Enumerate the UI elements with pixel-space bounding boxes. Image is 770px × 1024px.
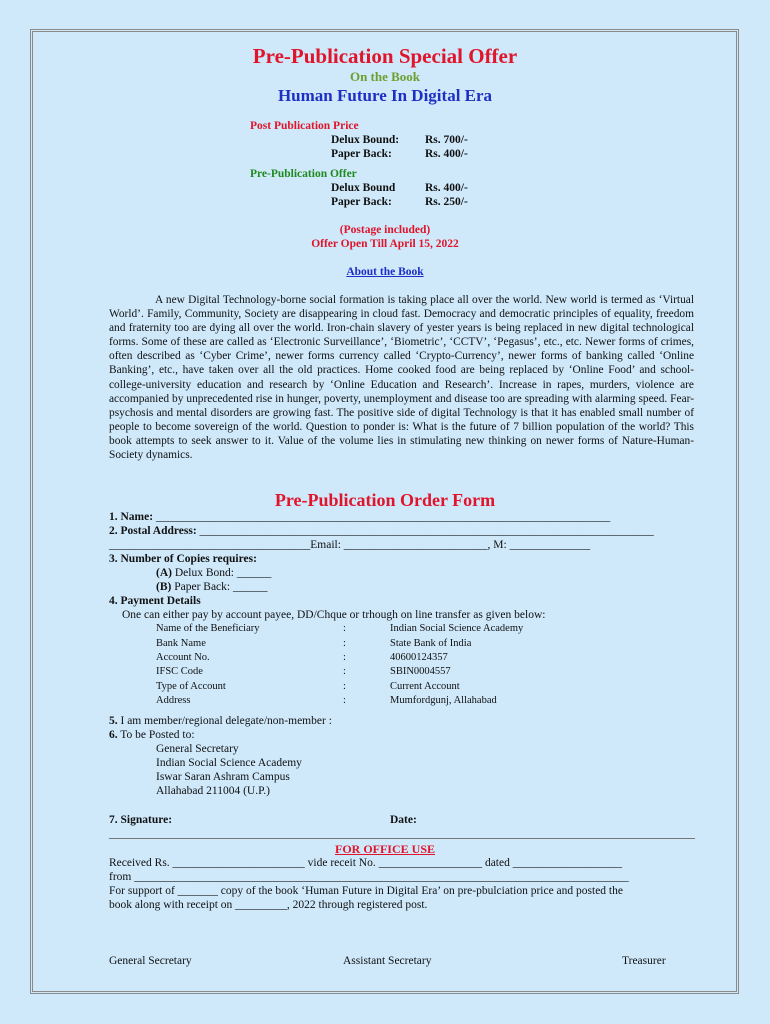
posted-address-line: Indian Social Science Academy: [156, 757, 302, 769]
payment-value: SBIN0004557: [390, 666, 451, 677]
offer-subtitle: On the Book: [349, 69, 421, 84]
support-line: For support of _______ copy of the book ‘Human Future in Digital Era’ on pre-pbulciation price and posted the: [109, 885, 623, 897]
payment-value: Current Account: [390, 681, 460, 692]
book-title: Human Future In Digital Era: [277, 86, 493, 105]
from-line[interactable]: from ______________________________________________________________________________________: [109, 871, 629, 883]
name-label: 1. Name:: [109, 511, 154, 523]
posted-text: To be Posted to:: [120, 729, 195, 741]
copies-a-label: (A): [156, 567, 172, 579]
membership-text: I am member/regional delegate/non-member :: [120, 715, 332, 727]
address-line[interactable]: _______________________________________________________________________________: [199, 525, 654, 537]
post-price-row-delux: [331, 134, 531, 146]
payment-sep: :: [343, 638, 346, 649]
posted-address-line: Allahabad 211004 (U.P.): [156, 785, 270, 797]
price-value: Rs. 400/-: [425, 182, 468, 194]
name-field[interactable]: [109, 511, 610, 523]
price-key: Paper Back:: [331, 148, 392, 160]
payment-value: State Bank of India: [390, 638, 472, 649]
signatory-general-secretary: General Secretary: [109, 955, 192, 967]
email-line[interactable]: _________________________: [343, 539, 488, 551]
payment-sep: :: [343, 695, 346, 706]
payment-key: Name of the Beneficiary: [156, 623, 260, 634]
postage-note: (Postage included): [339, 224, 431, 236]
price-key: Paper Back:: [331, 196, 392, 208]
posted-address-line: Iswar Saran Ashram Campus: [156, 771, 290, 783]
price-value: Rs. 400/-: [425, 148, 468, 160]
postal-address-field[interactable]: [109, 525, 654, 537]
payment-key: IFSC Code: [156, 666, 203, 677]
about-heading[interactable]: About the Book: [346, 266, 424, 278]
price-value: Rs. 250/-: [425, 196, 468, 208]
mobile-line[interactable]: ______________: [509, 539, 591, 551]
copies-b-text[interactable]: Paper Back: ______: [174, 581, 268, 593]
order-form-title: Pre-Publication Order Form: [274, 490, 496, 510]
office-divider: [109, 838, 695, 839]
address-label: 2. Postal Address:: [109, 525, 197, 537]
price-value: Rs. 700/-: [425, 134, 468, 146]
copies-paperback[interactable]: [156, 581, 267, 593]
pre-offer-row-delux: [331, 182, 531, 194]
membership-field[interactable]: [109, 715, 332, 727]
copies-b-label: (B): [156, 581, 172, 593]
email-mobile-row[interactable]: [109, 539, 590, 551]
pre-offer-label: Pre-Publication Offer: [250, 168, 357, 180]
copies-delux[interactable]: [156, 567, 271, 579]
payment-key: Address: [156, 695, 191, 706]
membership-num: 5.: [109, 715, 118, 727]
signature-label[interactable]: 7. Signature:: [109, 814, 173, 826]
posted-num: 6.: [109, 729, 118, 741]
payment-key: Bank Name: [156, 638, 206, 649]
payment-sep: :: [343, 623, 346, 634]
signatory-treasurer: Treasurer: [622, 955, 666, 967]
payment-sep: :: [343, 681, 346, 692]
payment-sep: :: [343, 652, 346, 663]
about-paragraph: A new Digital Technology-borne social formation is taking place all over the world. New world is termed as ‘Virtual World’. Family, Community, Society are disappearing in cloud fast. Democracy and democratic principles of equality, freedom and fraternity too are dying all over the world. Iron-chain slavery of yester years is being replaced in new digital technological forms. Some of these are called as ‘Electronic Surveillance’, ‘Biometric’, ‘CCTV’, ‘Pegasus’, etc., etc. Newer forms of crimes, often described as ‘Cyber Crime’, newer forms currency called ‘Crypto-Currency’, newer forms of banking called ‘Online Banking’, etc., have taken over all the old practices. Home cooked food are being replaced by ‘Online Food’ and school-college-university education and research by ‘Online Education and Research’. Increase in rapes, murders, violence are accompanied by unprecedented rise in hunger, poverty, unemployment and disease too are spreading with alarming speed. Fear- psychosis and mental disorders are growing fast. The positive side of digital Technology is that it has enabled small number of people to become sovereign of the world. Question to ponder is: What is the future of 7 billion population of the world? This book attempts to seek answer to it. Value of the volume lies in stimulating new thinking on newer forms of Nature-Human-Society dynamics.: [109, 294, 694, 462]
copies-label: 3. Number of Copies requires:: [109, 553, 257, 565]
date-label[interactable]: Date:: [390, 814, 417, 826]
price-key: Delux Bound:: [331, 134, 400, 146]
posted-to-label: [109, 729, 195, 741]
offer-deadline: Offer Open Till April 15, 2022: [311, 238, 459, 250]
payment-intro: One can either pay by account payee, DD/Chque or trhough on line transfer as given below:: [122, 609, 546, 621]
payment-value: Indian Social Science Academy: [390, 623, 524, 634]
price-key: Delux Bound: [331, 182, 396, 194]
post-price-row-paperback: [331, 148, 531, 160]
address-line-2[interactable]: ___________________________________: [109, 539, 311, 551]
name-line[interactable]: _______________________________________________________________________________: [155, 511, 611, 523]
email-label: Email:: [310, 539, 341, 551]
post-price-label: Post Publication Price: [250, 120, 359, 132]
payment-value: 40600124357: [390, 652, 448, 663]
payment-key: Type of Account: [156, 681, 226, 692]
pre-offer-row-paperback: [331, 196, 531, 208]
payment-value: Mumfordgunj, Allahabad: [390, 695, 497, 706]
copies-a-text[interactable]: Delux Bond: ______: [174, 567, 272, 579]
mobile-label: , M:: [487, 539, 507, 551]
received-line[interactable]: Received Rs. _______________________ vide receit No. __________________ dated ___________________: [109, 857, 622, 869]
payment-label: 4. Payment Details: [109, 595, 201, 607]
payment-key: Account No.: [156, 652, 210, 663]
posted-address-line: General Secretary: [156, 743, 239, 755]
payment-sep: :: [343, 666, 346, 677]
office-use-title: FOR OFFICE USE: [334, 842, 435, 856]
offer-title: Pre-Publication Special Offer: [252, 44, 518, 68]
signatory-assistant-secretary: Assistant Secretary: [343, 955, 432, 967]
support-line-2: book along with receipt on _________, 2022 through registered post.: [109, 899, 428, 911]
